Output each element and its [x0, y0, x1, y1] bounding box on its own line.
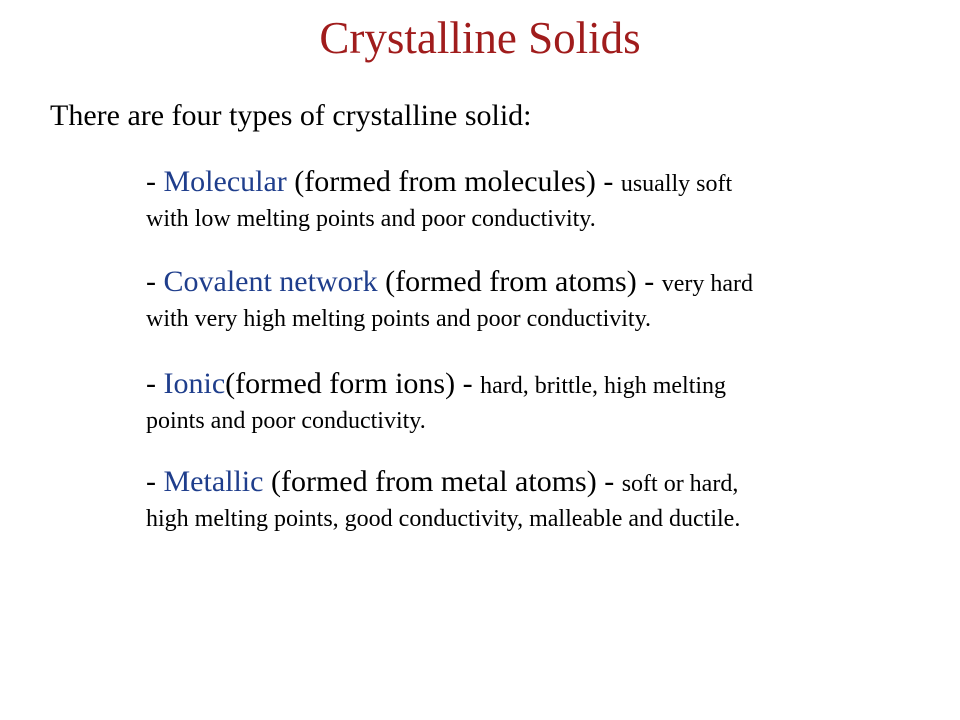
- list-item-metallic: [146, 464, 936, 536]
- description-start: hard, brittle, high melting: [480, 373, 727, 399]
- description-start: soft or hard,: [621, 471, 739, 497]
- formed-from-text: (formed from atoms) -: [377, 265, 662, 298]
- list-item-covalent-network: [146, 264, 936, 336]
- list-item-dash: -: [146, 265, 164, 298]
- list-item-lead: [146, 366, 936, 404]
- solid-type-term: Metallic: [163, 465, 264, 498]
- description-rest: with very high melting points and poor conductivity.: [146, 306, 652, 332]
- description-rest: with low melting points and poor conductivity.: [146, 206, 596, 232]
- list-item-dash: -: [146, 465, 164, 498]
- list-item-dash: -: [146, 367, 164, 400]
- formed-from-text: (formed form ions) -: [225, 367, 481, 400]
- list-item-lead: [146, 264, 936, 302]
- formed-from-text: (formed from metal atoms) -: [263, 465, 622, 498]
- list-item-ionic: [146, 366, 936, 438]
- list-item-dash: -: [146, 165, 164, 198]
- solid-type-term: Covalent network: [163, 265, 378, 298]
- list-item-lead: [146, 464, 936, 502]
- list-item-molecular: [146, 164, 936, 236]
- list-item-lead: [146, 164, 936, 202]
- solid-type-term: Molecular: [163, 165, 287, 198]
- intro-text: There are four types of crystalline solid:: [50, 99, 532, 132]
- description-start: very hard: [661, 271, 753, 297]
- description-rest: high melting points, good conductivity, malleable and ductile.: [146, 506, 741, 532]
- slide-title: Crystalline Solids: [319, 13, 641, 63]
- solid-type-term: Ionic: [163, 367, 226, 400]
- formed-from-text: (formed from molecules) -: [286, 165, 621, 198]
- description-rest: points and poor conductivity.: [146, 408, 426, 434]
- description-start: usually soft: [620, 171, 733, 197]
